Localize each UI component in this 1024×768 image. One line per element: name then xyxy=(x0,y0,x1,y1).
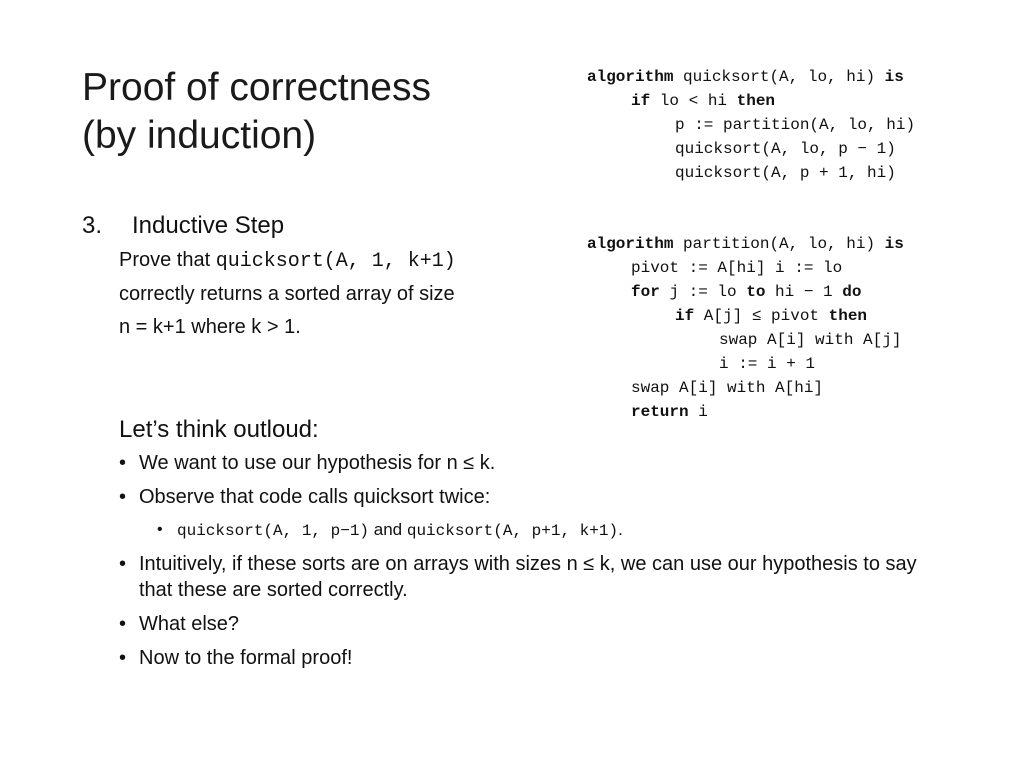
code-line xyxy=(587,280,1007,304)
keyword: do xyxy=(842,283,862,301)
code-line xyxy=(587,400,1007,424)
code-text: hi − 1 xyxy=(765,283,843,301)
prove-statement-line-3: n = k+1 where k > 1. xyxy=(119,316,301,338)
keyword: algorithm xyxy=(587,68,674,86)
code-line xyxy=(587,89,1007,113)
keyword: then xyxy=(828,307,868,325)
list-item: • Intuitively, if these sorts are on arrays with sizes n ≤ k, we can use our hypothesis to say that these are sorted correctly. xyxy=(119,551,939,603)
code-text: lo < hi xyxy=(650,92,737,110)
keyword: is xyxy=(884,68,904,86)
code-line: p := partition(A, lo, hi) xyxy=(675,116,916,134)
prove-statement-line-2: correctly returns a sorted array of size xyxy=(119,283,455,305)
keyword: algorithm xyxy=(587,235,674,253)
slide-title xyxy=(82,64,562,160)
keyword: if xyxy=(675,307,695,325)
code-line xyxy=(587,304,1007,328)
keyword: is xyxy=(884,235,904,253)
list-item: • We want to use our hypothesis for n ≤ k. xyxy=(119,450,939,476)
sub-code-1: quicksort(A, 1, p−1) xyxy=(177,522,370,540)
code-text: A[j] ≤ pivot xyxy=(694,307,829,325)
keyword: if xyxy=(631,92,651,110)
sub-and: and xyxy=(369,520,407,539)
keyword: for xyxy=(631,283,660,301)
step-number: 3. xyxy=(82,212,103,239)
code-line: pivot := A[hi] i := lo xyxy=(631,259,843,277)
code-text: partition(A, lo, hi) xyxy=(673,235,885,253)
code-line: quicksort(A, p + 1, hi) xyxy=(675,164,896,182)
sub-list-item xyxy=(119,518,939,543)
keyword: to xyxy=(746,283,766,301)
code-line: quicksort(A, lo, p − 1) xyxy=(675,140,896,158)
partition-pseudocode xyxy=(587,232,1007,424)
think-heading: Let’s think outloud: xyxy=(119,416,319,443)
keyword: return xyxy=(631,403,689,421)
quicksort-pseudocode xyxy=(587,65,1007,185)
code-line xyxy=(587,232,1007,256)
title-line-1: Proof of correctness xyxy=(82,66,431,109)
step-heading-text: Inductive Step xyxy=(132,212,285,239)
title-line-2: (by induction) xyxy=(82,114,317,157)
list-item: • Now to the formal proof! xyxy=(119,645,939,671)
code-text: quicksort(A, lo, hi) xyxy=(673,68,885,86)
prove-prefix: Prove that xyxy=(119,249,216,271)
code-line: i := i + 1 xyxy=(719,355,816,373)
code-text: i xyxy=(688,403,708,421)
inductive-step-heading xyxy=(82,211,284,241)
list-item: • What else? xyxy=(119,611,939,637)
code-text: j := lo xyxy=(659,283,747,301)
prove-code: quicksort(A, 1, k+1) xyxy=(215,250,456,273)
code-line: swap A[i] with A[j] xyxy=(719,331,902,349)
sub-code-2: quicksort(A, p+1, k+1) xyxy=(406,522,619,540)
keyword: then xyxy=(736,92,776,110)
list-item: • Observe that code calls quicksort twice: xyxy=(119,484,939,510)
prove-statement-line-1 xyxy=(119,247,456,275)
think-bullet-list xyxy=(119,450,939,679)
code-line xyxy=(587,65,1007,89)
code-line: swap A[i] with A[hi] xyxy=(631,379,824,397)
sub-end: . xyxy=(618,520,623,539)
